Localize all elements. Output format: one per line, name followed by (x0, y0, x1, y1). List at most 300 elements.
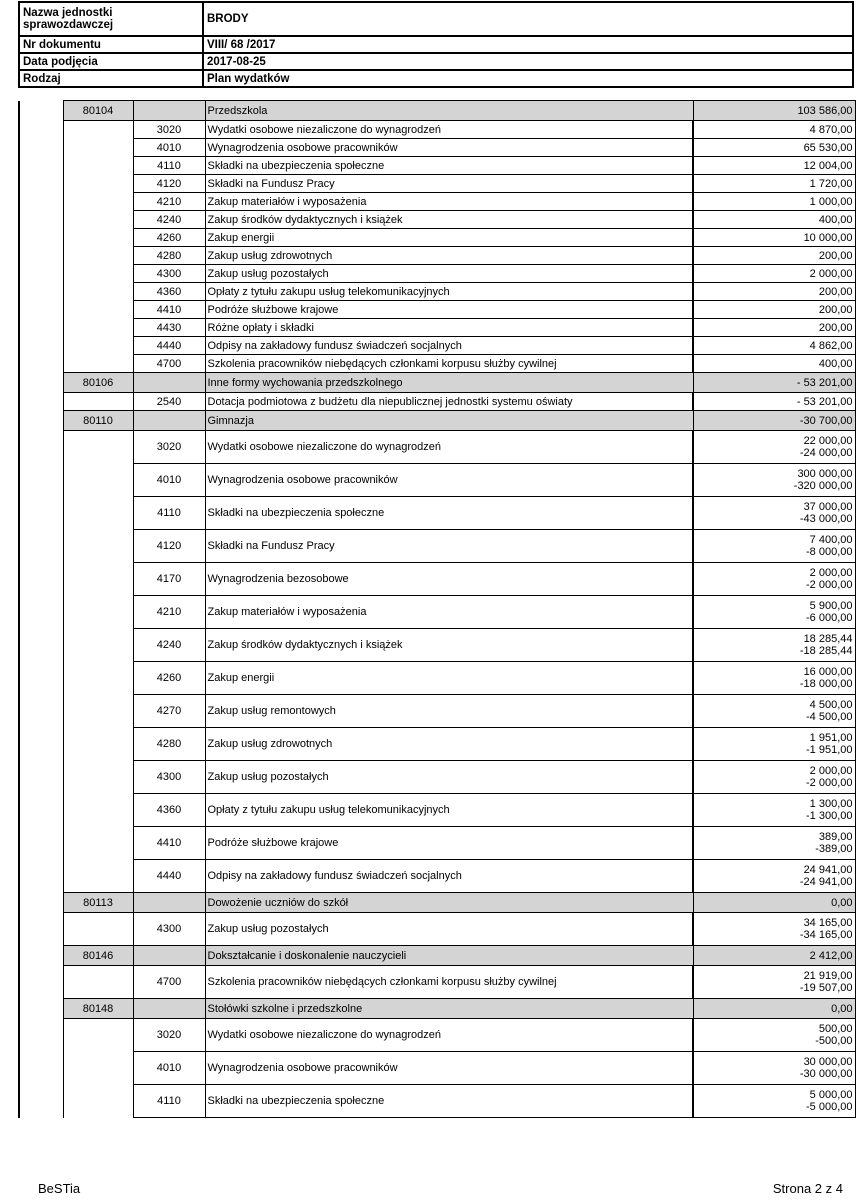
item-row (19, 283, 855, 301)
header-value: 2017-08-25 (203, 53, 853, 70)
item-row (19, 563, 855, 596)
spacer (19, 893, 63, 913)
item-amount: 2 000,00 (809, 567, 853, 579)
item-para: 4360 (133, 283, 205, 301)
item-amounts (693, 393, 855, 411)
item-amount: 1 000,00 (809, 195, 853, 208)
section-para (133, 373, 205, 393)
item-amounts (693, 265, 855, 283)
item-row (19, 431, 855, 464)
blank-cell (63, 860, 133, 893)
item-amount: -18 000,00 (799, 678, 853, 690)
blank-cell (63, 247, 133, 265)
spacer (19, 283, 63, 301)
blank-cell (63, 913, 133, 946)
item-para: 4300 (133, 913, 205, 946)
item-amounts (693, 662, 855, 695)
section-code: 80146 (63, 946, 133, 966)
item-amounts (693, 1052, 855, 1085)
blank-cell (63, 121, 133, 139)
item-name: Składki na ubezpieczenia społeczne (205, 497, 693, 530)
item-row (19, 695, 855, 728)
item-amounts (693, 301, 855, 319)
item-amounts (693, 530, 855, 563)
item-amount: -19 507,00 (799, 982, 853, 994)
section-para (133, 893, 205, 913)
spacer (19, 629, 63, 662)
spacer (19, 946, 63, 966)
item-name: Wynagrodzenia osobowe pracowników (205, 139, 693, 157)
item-name: Podróże służbowe krajowe (205, 301, 693, 319)
blank-cell (63, 393, 133, 411)
item-name: Szkolenia pracowników niebędących członkami korpusu służby cywilnej (205, 966, 693, 999)
section-amount (693, 946, 855, 966)
spacer (19, 1052, 63, 1085)
header-label: Data podjęcia (19, 53, 203, 70)
item-row (19, 761, 855, 794)
item-amount: 24 941,00 (803, 864, 853, 876)
item-row (19, 157, 855, 175)
spacer (19, 966, 63, 999)
spacer (19, 563, 63, 596)
item-amounts (693, 563, 855, 596)
item-name: Wydatki osobowe niezaliczone do wynagrodzeń (205, 431, 693, 464)
item-amounts (693, 337, 855, 355)
section-amount (693, 411, 855, 431)
item-para: 4410 (133, 827, 205, 860)
item-name: Zakup energii (205, 662, 693, 695)
item-para: 4280 (133, 247, 205, 265)
item-amounts (693, 319, 855, 337)
item-name: Zakup środków dydaktycznych i książek (205, 211, 693, 229)
item-row (19, 301, 855, 319)
item-amounts (693, 794, 855, 827)
item-amount: 500,00 (818, 1023, 853, 1035)
blank-cell (63, 827, 133, 860)
item-amount: -18 285,44 (799, 645, 853, 657)
item-para: 4110 (133, 497, 205, 530)
item-para: 4170 (133, 563, 205, 596)
spacer (19, 337, 63, 355)
spacer (19, 1085, 63, 1118)
item-amount: 21 919,00 (803, 970, 853, 982)
header-row (19, 2, 853, 36)
section-row (19, 893, 855, 913)
blank-cell (63, 319, 133, 337)
item-amount: -43 000,00 (799, 513, 853, 525)
item-name: Szkolenia pracowników niebędących członkami korpusu służby cywilnej (205, 355, 693, 373)
item-name: Zakup usług pozostałych (205, 761, 693, 794)
blank-cell (63, 157, 133, 175)
item-amount: 200,00 (818, 249, 853, 262)
item-row (19, 1052, 855, 1085)
blank-cell (63, 629, 133, 662)
item-name: Wydatki osobowe niezaliczone do wynagrodzeń (205, 1019, 693, 1052)
item-amount: 5 900,00 (809, 600, 853, 612)
header-label: Rodzaj (19, 70, 203, 87)
item-row (19, 596, 855, 629)
item-amount: -5 000,00 (806, 1101, 853, 1113)
item-amount: -24 941,00 (799, 876, 853, 888)
spacer (19, 1019, 63, 1052)
blank-cell (63, 563, 133, 596)
item-amounts (693, 728, 855, 761)
item-amounts (693, 497, 855, 530)
spacer (19, 139, 63, 157)
item-row (19, 1019, 855, 1052)
item-name: Składki na ubezpieczenia społeczne (205, 157, 693, 175)
item-amounts (693, 1085, 855, 1118)
item-name: Zakup materiałów i wyposażenia (205, 596, 693, 629)
section-amount-value: 103 586,00 (797, 104, 853, 117)
header-row (19, 53, 853, 70)
item-para: 4700 (133, 966, 205, 999)
item-para: 4360 (133, 794, 205, 827)
item-row (19, 629, 855, 662)
item-para: 2540 (133, 393, 205, 411)
spacer (19, 431, 63, 464)
item-row (19, 728, 855, 761)
expense-plan-table (18, 100, 856, 1118)
header-label: Nazwa jednostki sprawozdawczej (19, 2, 203, 36)
spacer (19, 728, 63, 761)
section-name: Gimnazja (205, 411, 693, 431)
item-name: Podróże służbowe krajowe (205, 827, 693, 860)
item-amount: 200,00 (818, 321, 853, 334)
blank-cell (63, 139, 133, 157)
spacer (19, 373, 63, 393)
item-row (19, 247, 855, 265)
item-name: Zakup usług zdrowotnych (205, 728, 693, 761)
blank-cell (63, 265, 133, 283)
item-amount: -1 300,00 (806, 810, 853, 822)
item-row (19, 211, 855, 229)
blank-cell (63, 794, 133, 827)
item-amount: - 53 201,00 (796, 395, 853, 408)
item-amounts (693, 121, 855, 139)
item-amounts (693, 175, 855, 193)
item-amount: 30 000,00 (803, 1056, 853, 1068)
section-para (133, 946, 205, 966)
item-name: Dotacja podmiotowa z budżetu dla niepublicznej jednostki systemu oświaty (205, 393, 693, 411)
item-amounts (693, 629, 855, 662)
item-name: Składki na ubezpieczenia społeczne (205, 1085, 693, 1118)
item-para: 4260 (133, 662, 205, 695)
item-amounts (693, 860, 855, 893)
spacer (19, 596, 63, 629)
item-amounts (693, 355, 855, 373)
spacer (19, 157, 63, 175)
blank-cell (63, 337, 133, 355)
item-amount: 18 285,44 (803, 633, 853, 645)
item-row (19, 497, 855, 530)
item-amount: 4 862,00 (809, 339, 853, 352)
item-name: Składki na Fundusz Pracy (205, 175, 693, 193)
item-amount: 16 000,00 (803, 666, 853, 678)
item-para: 4010 (133, 1052, 205, 1085)
document-header-table (18, 1, 854, 88)
spacer (19, 913, 63, 946)
item-para: 4260 (133, 229, 205, 247)
item-row (19, 827, 855, 860)
item-row (19, 121, 855, 139)
item-name: Odpisy na zakładowy fundusz świadczeń socjalnych (205, 337, 693, 355)
item-amount: 37 000,00 (803, 501, 853, 513)
blank-cell (63, 175, 133, 193)
item-name: Wynagrodzenia osobowe pracowników (205, 464, 693, 497)
spacer (19, 265, 63, 283)
section-code: 80148 (63, 999, 133, 1019)
item-amounts (693, 157, 855, 175)
item-name: Odpisy na zakładowy fundusz świadczeń socjalnych (205, 860, 693, 893)
item-amount: 200,00 (818, 303, 853, 316)
item-name: Zakup energii (205, 229, 693, 247)
spacer (19, 999, 63, 1019)
item-amount: -24 000,00 (799, 447, 853, 459)
item-amount: 1 720,00 (809, 177, 853, 190)
spacer (19, 794, 63, 827)
spacer (19, 860, 63, 893)
section-amount (693, 999, 855, 1019)
section-amount-value: -30 700,00 (799, 414, 853, 427)
item-row (19, 355, 855, 373)
header-row (19, 70, 853, 87)
blank-cell (63, 1019, 133, 1052)
blank-cell (63, 283, 133, 301)
spacer (19, 827, 63, 860)
item-name: Zakup środków dydaktycznych i książek (205, 629, 693, 662)
blank-cell (63, 695, 133, 728)
item-name: Opłaty z tytułu zakupu usług telekomunikacyjnych (205, 794, 693, 827)
item-amount: -2 000,00 (806, 579, 853, 591)
item-name: Wynagrodzenia osobowe pracowników (205, 1052, 693, 1085)
item-amount: -1 951,00 (806, 744, 853, 756)
item-row (19, 139, 855, 157)
item-row (19, 229, 855, 247)
section-row (19, 946, 855, 966)
blank-cell (63, 497, 133, 530)
spacer (19, 464, 63, 497)
section-amount-value: 0,00 (831, 896, 853, 909)
section-para (133, 101, 205, 121)
section-code: 80106 (63, 373, 133, 393)
item-name: Zakup usług zdrowotnych (205, 247, 693, 265)
item-row (19, 662, 855, 695)
item-amount: 300 000,00 (797, 468, 853, 480)
item-amounts (693, 695, 855, 728)
item-amount: -2 000,00 (806, 777, 853, 789)
section-row (19, 411, 855, 431)
item-row (19, 393, 855, 411)
spacer (19, 319, 63, 337)
item-para: 4210 (133, 596, 205, 629)
item-amounts (693, 464, 855, 497)
item-amount: -34 165,00 (799, 929, 853, 941)
item-amount: 200,00 (818, 285, 853, 298)
item-name: Zakup materiałów i wyposażenia (205, 193, 693, 211)
item-amount: 389,00 (818, 831, 853, 843)
section-amount (693, 893, 855, 913)
item-row (19, 337, 855, 355)
item-amounts (693, 966, 855, 999)
spacer (19, 211, 63, 229)
item-amounts (693, 596, 855, 629)
section-para (133, 999, 205, 1019)
item-amount: 5 000,00 (809, 1089, 853, 1101)
blank-cell (63, 596, 133, 629)
blank-cell (63, 193, 133, 211)
item-row (19, 530, 855, 563)
item-amounts (693, 827, 855, 860)
header-label: Nr dokumentu (19, 36, 203, 53)
spacer (19, 695, 63, 728)
header-value: Plan wydatków (203, 70, 853, 87)
item-amounts (693, 283, 855, 301)
section-row (19, 101, 855, 121)
section-row (19, 999, 855, 1019)
item-para: 3020 (133, 431, 205, 464)
item-para: 3020 (133, 121, 205, 139)
item-amounts (693, 193, 855, 211)
item-para: 4440 (133, 860, 205, 893)
section-amount-value: - 53 201,00 (796, 376, 853, 389)
item-amount: 1 300,00 (809, 798, 853, 810)
item-amount: -30 000,00 (799, 1068, 853, 1080)
item-name: Wynagrodzenia bezosobowe (205, 563, 693, 596)
item-amounts (693, 913, 855, 946)
item-amount: -8 000,00 (806, 546, 853, 558)
item-amounts (693, 229, 855, 247)
spacer (19, 355, 63, 373)
section-name: Inne formy wychowania przedszkolnego (205, 373, 693, 393)
section-row (19, 373, 855, 393)
item-name: Wydatki osobowe niezaliczone do wynagrodzeń (205, 121, 693, 139)
item-para: 4270 (133, 695, 205, 728)
item-para: 4280 (133, 728, 205, 761)
item-para: 4410 (133, 301, 205, 319)
section-amount (693, 373, 855, 393)
header-value: VIII/ 68 /2017 (203, 36, 853, 53)
item-amount: 1 951,00 (809, 732, 853, 744)
spacer (19, 662, 63, 695)
item-amounts (693, 139, 855, 157)
item-para: 4240 (133, 629, 205, 662)
item-name: Zakup usług remontowych (205, 695, 693, 728)
item-amount: 4 870,00 (809, 123, 853, 136)
item-para: 4010 (133, 139, 205, 157)
item-row (19, 1085, 855, 1118)
item-name: Opłaty z tytułu zakupu usług telekomunikacyjnych (205, 283, 693, 301)
spacer (19, 530, 63, 563)
item-para: 4110 (133, 157, 205, 175)
header-value: BRODY (203, 2, 853, 36)
section-code: 80104 (63, 101, 133, 121)
item-para: 4010 (133, 464, 205, 497)
item-row (19, 860, 855, 893)
blank-cell (63, 431, 133, 464)
item-para: 4240 (133, 211, 205, 229)
item-row (19, 319, 855, 337)
item-row (19, 265, 855, 283)
item-name: Zakup usług pozostałych (205, 913, 693, 946)
blank-cell (63, 530, 133, 563)
blank-cell (63, 229, 133, 247)
item-amounts (693, 211, 855, 229)
item-amounts (693, 1019, 855, 1052)
section-amount-value: 2 412,00 (809, 949, 853, 962)
item-amount: 7 400,00 (809, 534, 853, 546)
spacer (19, 229, 63, 247)
item-para: 4700 (133, 355, 205, 373)
item-amount: 4 500,00 (809, 699, 853, 711)
spacer (19, 121, 63, 139)
item-para: 4300 (133, 761, 205, 794)
item-row (19, 175, 855, 193)
item-amount: -4 500,00 (806, 711, 853, 723)
spacer (19, 193, 63, 211)
item-row (19, 913, 855, 946)
footer-software-name: BeSTia (38, 1181, 81, 1196)
spacer (19, 393, 63, 411)
item-para: 3020 (133, 1019, 205, 1052)
blank-cell (63, 464, 133, 497)
spacer (19, 411, 63, 431)
spacer (19, 247, 63, 265)
blank-cell (63, 662, 133, 695)
item-amount: 65 530,00 (803, 141, 853, 154)
blank-cell (63, 1052, 133, 1085)
item-name: Różne opłaty i składki (205, 319, 693, 337)
item-name: Składki na Fundusz Pracy (205, 530, 693, 563)
item-amount: 400,00 (818, 213, 853, 226)
spacer (19, 497, 63, 530)
header-row (19, 36, 853, 53)
item-name: Zakup usług pozostałych (205, 265, 693, 283)
item-para: 4440 (133, 337, 205, 355)
blank-cell (63, 355, 133, 373)
section-code: 80110 (63, 411, 133, 431)
section-code: 80113 (63, 893, 133, 913)
item-amount: -320 000,00 (793, 480, 853, 492)
item-para: 4110 (133, 1085, 205, 1118)
item-para: 4120 (133, 175, 205, 193)
blank-cell (63, 966, 133, 999)
item-row (19, 794, 855, 827)
item-amount: -500,00 (815, 1035, 853, 1047)
item-amount: 34 165,00 (803, 917, 853, 929)
item-para: 4210 (133, 193, 205, 211)
item-amount: -389,00 (815, 843, 853, 855)
item-row (19, 464, 855, 497)
blank-cell (63, 761, 133, 794)
spacer (19, 301, 63, 319)
item-amounts (693, 247, 855, 265)
blank-cell (63, 211, 133, 229)
item-amount: 12 004,00 (803, 159, 853, 172)
spacer (19, 175, 63, 193)
blank-cell (63, 728, 133, 761)
blank-cell (63, 1085, 133, 1118)
item-amounts (693, 761, 855, 794)
section-name: Dokształcanie i doskonalenie nauczycieli (205, 946, 693, 966)
item-amount: -6 000,00 (806, 612, 853, 624)
section-name: Stołówki szkolne i przedszkolne (205, 999, 693, 1019)
item-row (19, 966, 855, 999)
item-para: 4120 (133, 530, 205, 563)
item-amount: 400,00 (818, 357, 853, 370)
item-row (19, 193, 855, 211)
blank-cell (63, 301, 133, 319)
